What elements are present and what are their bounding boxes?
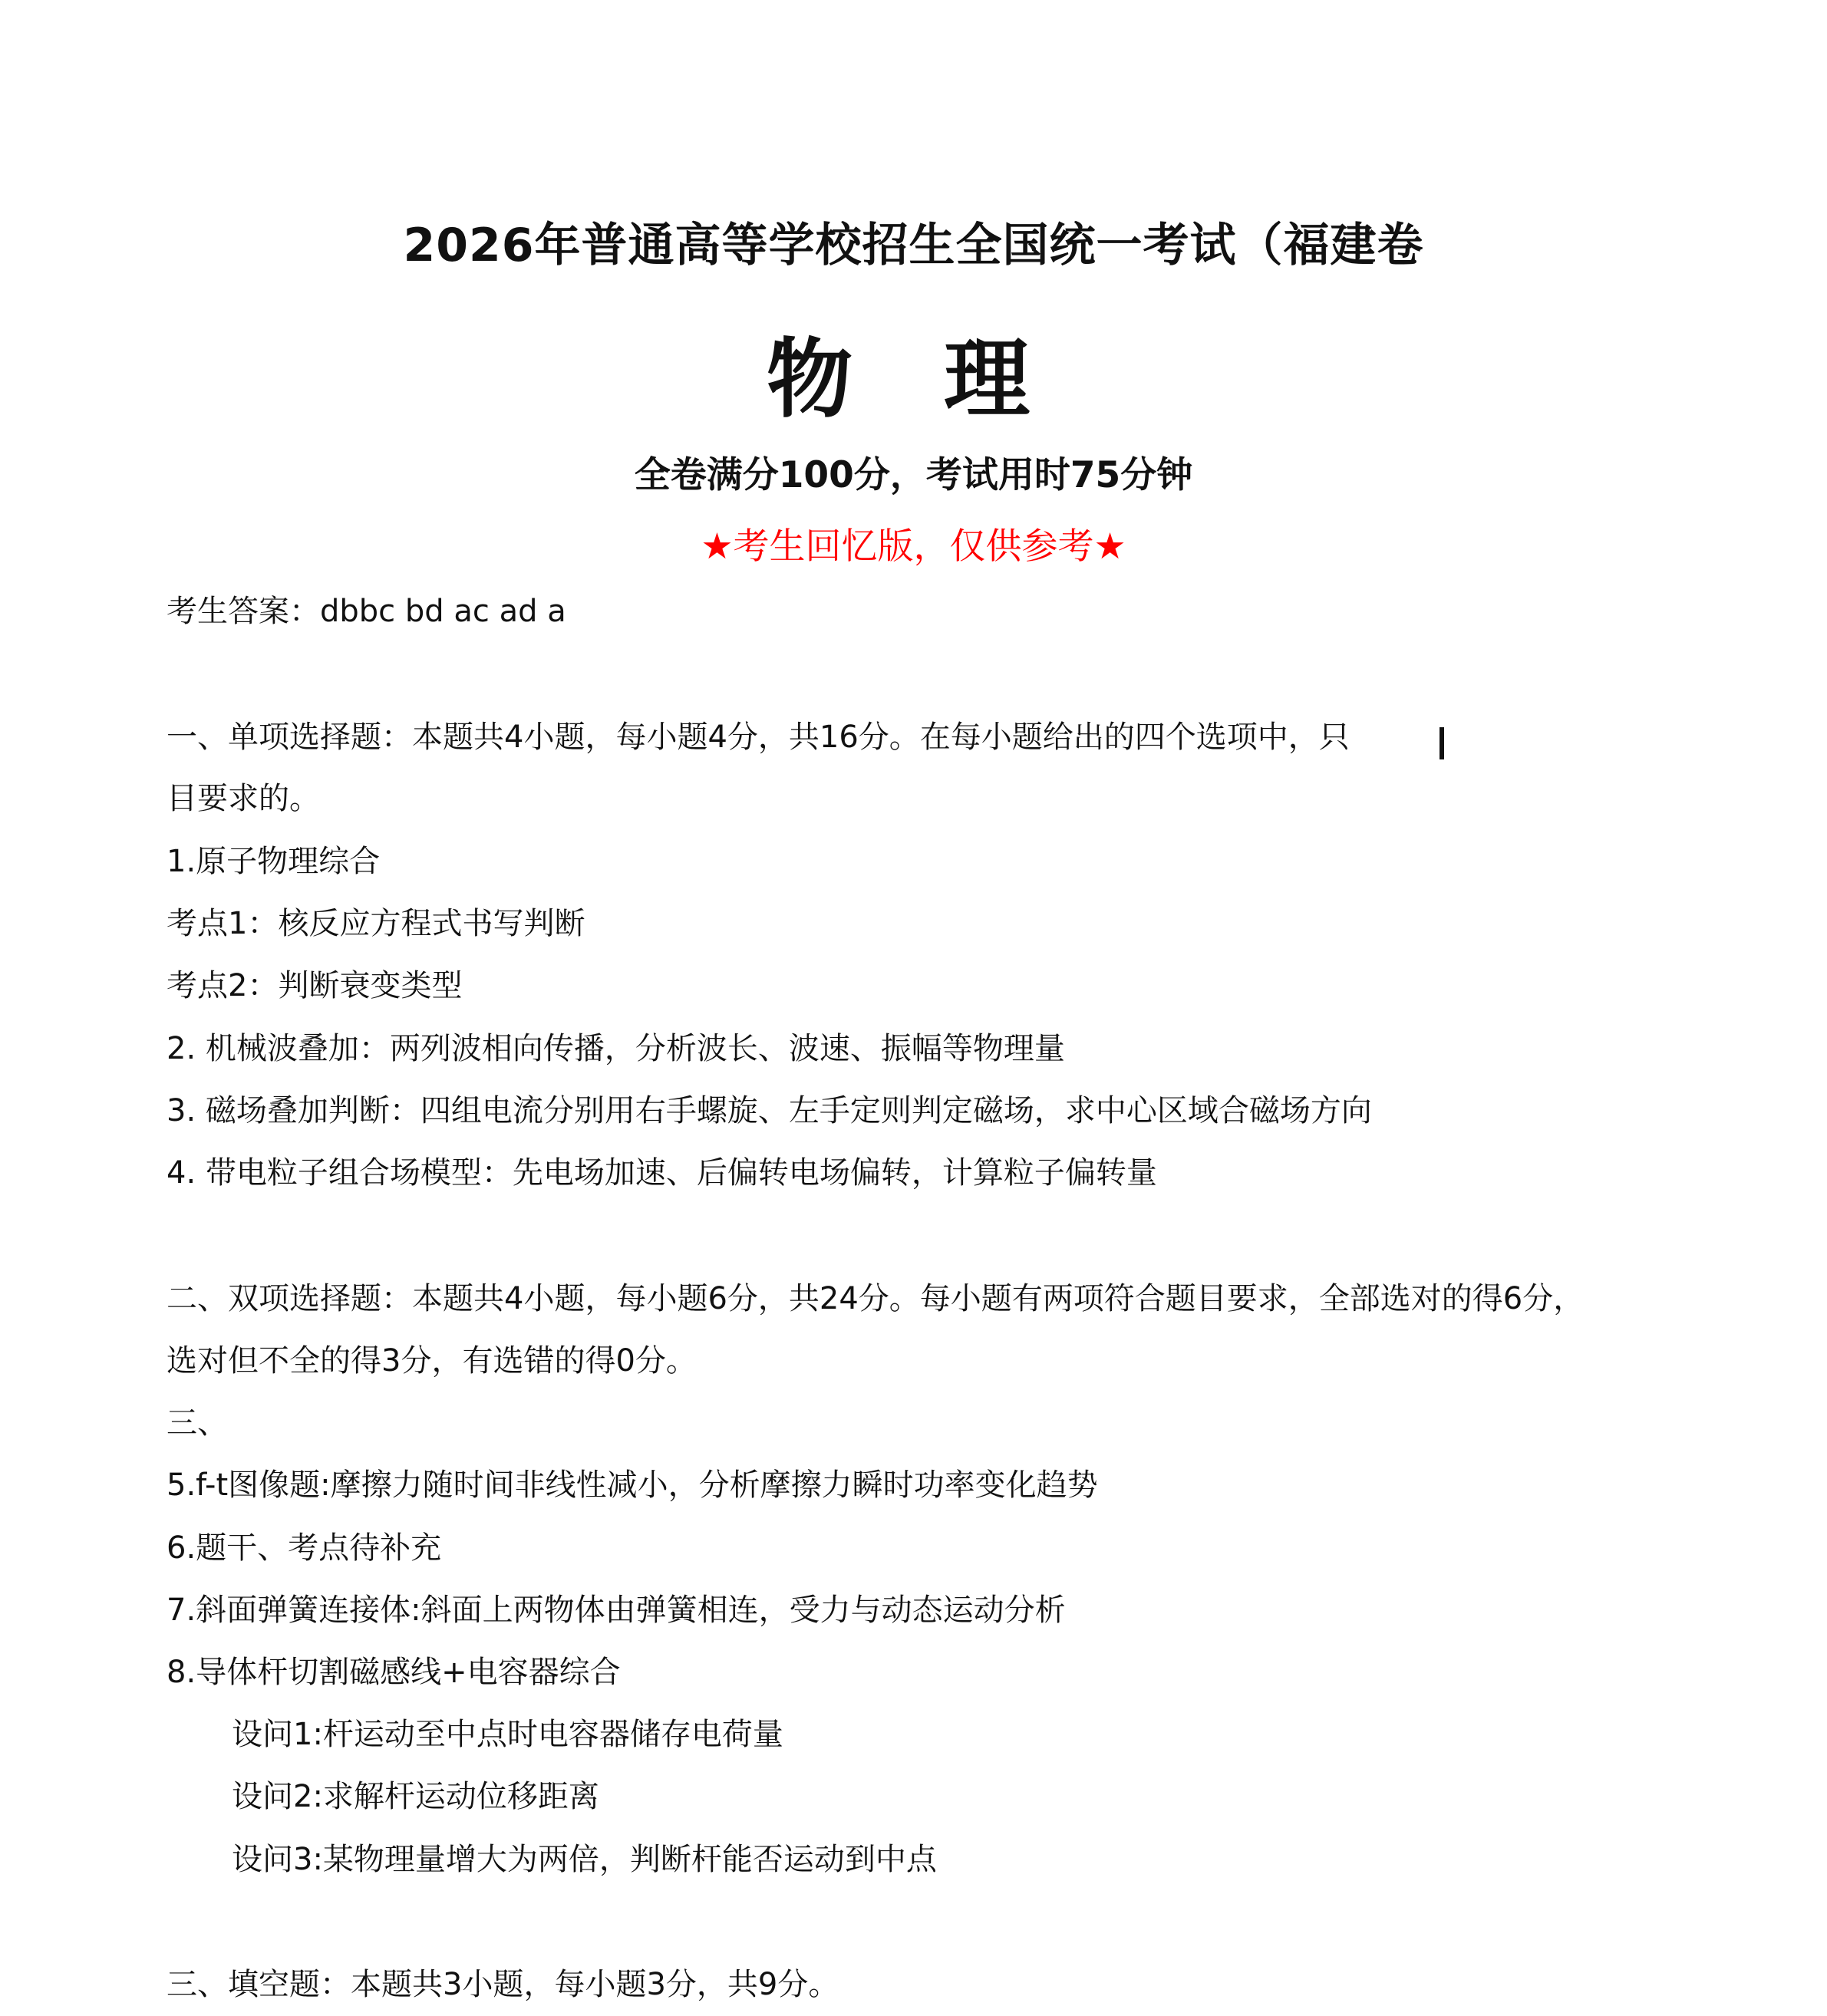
question-8-sub-2: 设问2:求解杆运动位移距离 [232, 1779, 599, 1814]
subject-title: 物 理 [767, 330, 1060, 430]
question-7: 7.斜面弹簧连接体:斜面上两物体由弹簧相连，受力与动态运动分析 [167, 1593, 1066, 1628]
question-1-point-2: 考点2：判断衰变类型 [167, 968, 463, 1003]
recall-version-note: ★考生回忆版，仅供参考★ [701, 525, 1126, 568]
question-4: 4. 带电粒子组合场模型：先电场加速、后偏转电场偏转，计算粒子偏转量 [167, 1155, 1157, 1191]
text-cursor-mark [1440, 727, 1444, 759]
question-3: 3. 磁场叠加判断：四组电流分别用右手螺旋、左手定则判定磁场，求中心区域合磁场方向 [167, 1093, 1372, 1128]
question-2: 2. 机械波叠加：两列波相向传播，分析波长、波速、振幅等物理量 [167, 1031, 1065, 1066]
question-5: 5.f-t图像题:摩擦力随时间非线性减小，分析摩擦力瞬时功率变化趋势 [167, 1468, 1098, 1503]
question-1-point-1: 考点1：核反应方程式书写判断 [167, 906, 585, 941]
exam-title: 2026年普通高等学校招生全国统一考试（福建卷 [403, 219, 1424, 272]
student-answers: 考生答案：dbbc bd ac ad a [167, 594, 566, 629]
section1-heading: 一、单项选择题：本题共4小题，每小题4分，共16分。在每小题给出的四个选项中，只 [167, 720, 1350, 755]
section2-heading: 二、双项选择题：本题共4小题，每小题6分，共24分。每小题有两项符合题目要求，全部选对的得6分， [167, 1281, 1585, 1316]
section2-heading-continued: 选对但不全的得3分，有选错的得0分。 [167, 1343, 697, 1379]
question-1: 1.原子物理综合 [167, 844, 381, 879]
section3-heading: 三、填空题：本题共3小题，每小题3分，共9分。 [167, 1967, 839, 2002]
question-8-sub-3: 设问3:某物理量增大为两倍，判断杆能否运动到中点 [232, 1842, 937, 1877]
question-8: 8.导体杆切割磁感线+电容器综合 [167, 1655, 621, 1690]
question-8-sub-1: 设问1:杆运动至中点时电容器储存电荷量 [232, 1717, 783, 1752]
score-time-line: 全卷满分100分，考试用时75分钟 [634, 454, 1193, 496]
section1-heading-continued: 目要求的。 [167, 781, 320, 816]
section2-marker: 三、 [167, 1405, 228, 1441]
question-6: 6.题干、考点待补充 [167, 1530, 442, 1566]
